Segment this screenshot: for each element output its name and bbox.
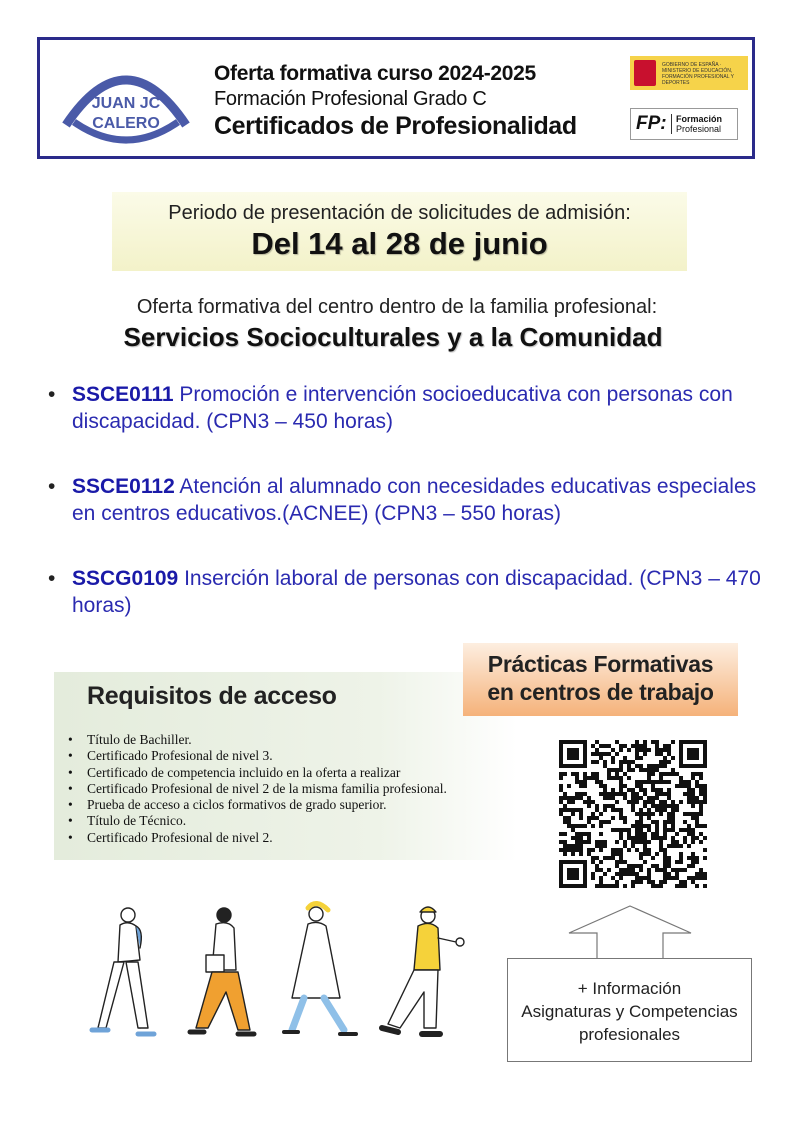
bullet-icon: •	[68, 813, 73, 829]
access-requirements-box	[54, 672, 517, 860]
requirement-text: Certificado de competencia incluido en la oferta a realizar	[87, 764, 401, 780]
fp-logo-mark: FP:	[636, 113, 667, 134]
requirement-text: Título de Técnico.	[87, 813, 187, 829]
family-intro-text: Oferta formativa del centro dentro de la familia profesional:	[136, 296, 658, 318]
header-title-course: Oferta formativa curso 2024-2025	[214, 62, 536, 85]
header-title-grade: Formación Profesional Grado C	[214, 88, 487, 110]
course-code: SSCE0111	[72, 383, 174, 406]
worker-with-helmet-icon	[382, 907, 464, 1034]
course-description: Promoción e intervención socioeducativa con personas con discapacidad. (CPN3 – 450 horas)	[72, 383, 733, 433]
fp-logo-text-line2: Profesional	[676, 124, 722, 134]
requirement-item	[68, 748, 447, 764]
work-practice-banner	[463, 643, 738, 716]
svg-text:JUAN JC: JUAN JC	[91, 95, 161, 112]
requirement-text: Título de Bachiller.	[87, 732, 192, 747]
qr-code-icon[interactable]	[559, 740, 707, 888]
course-description: Inserción laboral de personas con discapacidad. (CPN3 – 470 horas)	[72, 567, 761, 617]
header-banner	[37, 37, 755, 159]
admission-period-box	[112, 192, 687, 271]
requirement-text: Certificado Profesional de nivel 3.	[87, 748, 273, 764]
bullet-icon: •	[48, 475, 56, 498]
bullet-icon: •	[68, 829, 73, 845]
fp-logo-text-line1: Formación	[676, 114, 723, 124]
bullet-icon: •	[48, 567, 56, 590]
fp-logo-divider	[671, 114, 672, 134]
course-code: SSCG0109	[72, 567, 179, 590]
requirement-item	[68, 813, 447, 829]
course-description: Atención al alumnado con necesidades educativas especiales en centros educativos.(ACNEE) (CPN3 – 550 horas)	[72, 475, 757, 525]
government-logo-text: GOBIERNO DE ESPAÑA · MINISTERIO DE EDUCACIÓN, FORMACIÓN PROFESIONAL Y DEPORTES	[662, 62, 734, 86]
person-with-backpack-icon	[92, 908, 154, 1034]
bullet-icon: •	[68, 764, 73, 780]
person-with-bag-icon	[190, 908, 254, 1034]
spain-shield-icon	[634, 60, 656, 86]
bullet-icon: •	[48, 383, 56, 406]
more-info-line2: Asignaturas y Competencias	[521, 1002, 738, 1021]
bullet-icon: •	[68, 780, 73, 796]
requirement-text: Certificado Profesional de nivel 2 de la misma familia profesional.	[87, 780, 447, 796]
bullet-icon: •	[68, 732, 73, 747]
requirement-item	[68, 830, 447, 846]
more-info-line3: profesionales	[578, 1025, 681, 1044]
fp-logo	[630, 108, 738, 140]
requirement-text: Certificado Profesional de nivel 2.	[87, 829, 273, 845]
requirement-item	[68, 732, 447, 748]
up-arrow-icon	[568, 905, 692, 961]
bullet-icon: •	[68, 797, 73, 813]
svg-text:CALERO: CALERO	[92, 115, 160, 132]
more-info-box[interactable]	[507, 958, 752, 1062]
person-with-coat-icon	[284, 903, 356, 1034]
work-practice-line1: Prácticas Formativas	[487, 651, 714, 677]
course-item	[44, 381, 764, 435]
requirement-item	[68, 797, 447, 813]
requirement-item	[68, 765, 447, 781]
requirement-text: Prueba de acceso a ciclos formativos de grado superior.	[87, 797, 387, 813]
school-logo	[56, 50, 196, 150]
requirement-item	[68, 781, 447, 797]
course-item	[44, 565, 764, 619]
access-requirements-list	[68, 732, 447, 846]
course-list	[44, 381, 764, 657]
work-practice-line2: en centros de trabajo	[487, 679, 714, 705]
admission-period-dates: Del 14 al 28 de junio	[251, 226, 548, 261]
header-title-certificates: Certificados de Profesionalidad	[214, 112, 577, 140]
fp-logo-text	[676, 114, 722, 134]
family-name-heading: Servicios Socioculturales y a la Comunidad	[123, 322, 663, 352]
walking-people-illustration	[78, 900, 478, 1045]
course-code: SSCE0112	[72, 475, 175, 498]
government-logo	[630, 56, 748, 90]
more-info-line1: + Información	[577, 979, 682, 998]
course-item	[44, 473, 764, 527]
bullet-icon: •	[68, 748, 73, 764]
admission-period-label: Periodo de presentación de solicitudes de admisión:	[168, 202, 631, 224]
access-requirements-title: Requisitos de acceso	[87, 682, 337, 710]
svg-text:MAESTRO: MAESTRO	[81, 65, 171, 77]
